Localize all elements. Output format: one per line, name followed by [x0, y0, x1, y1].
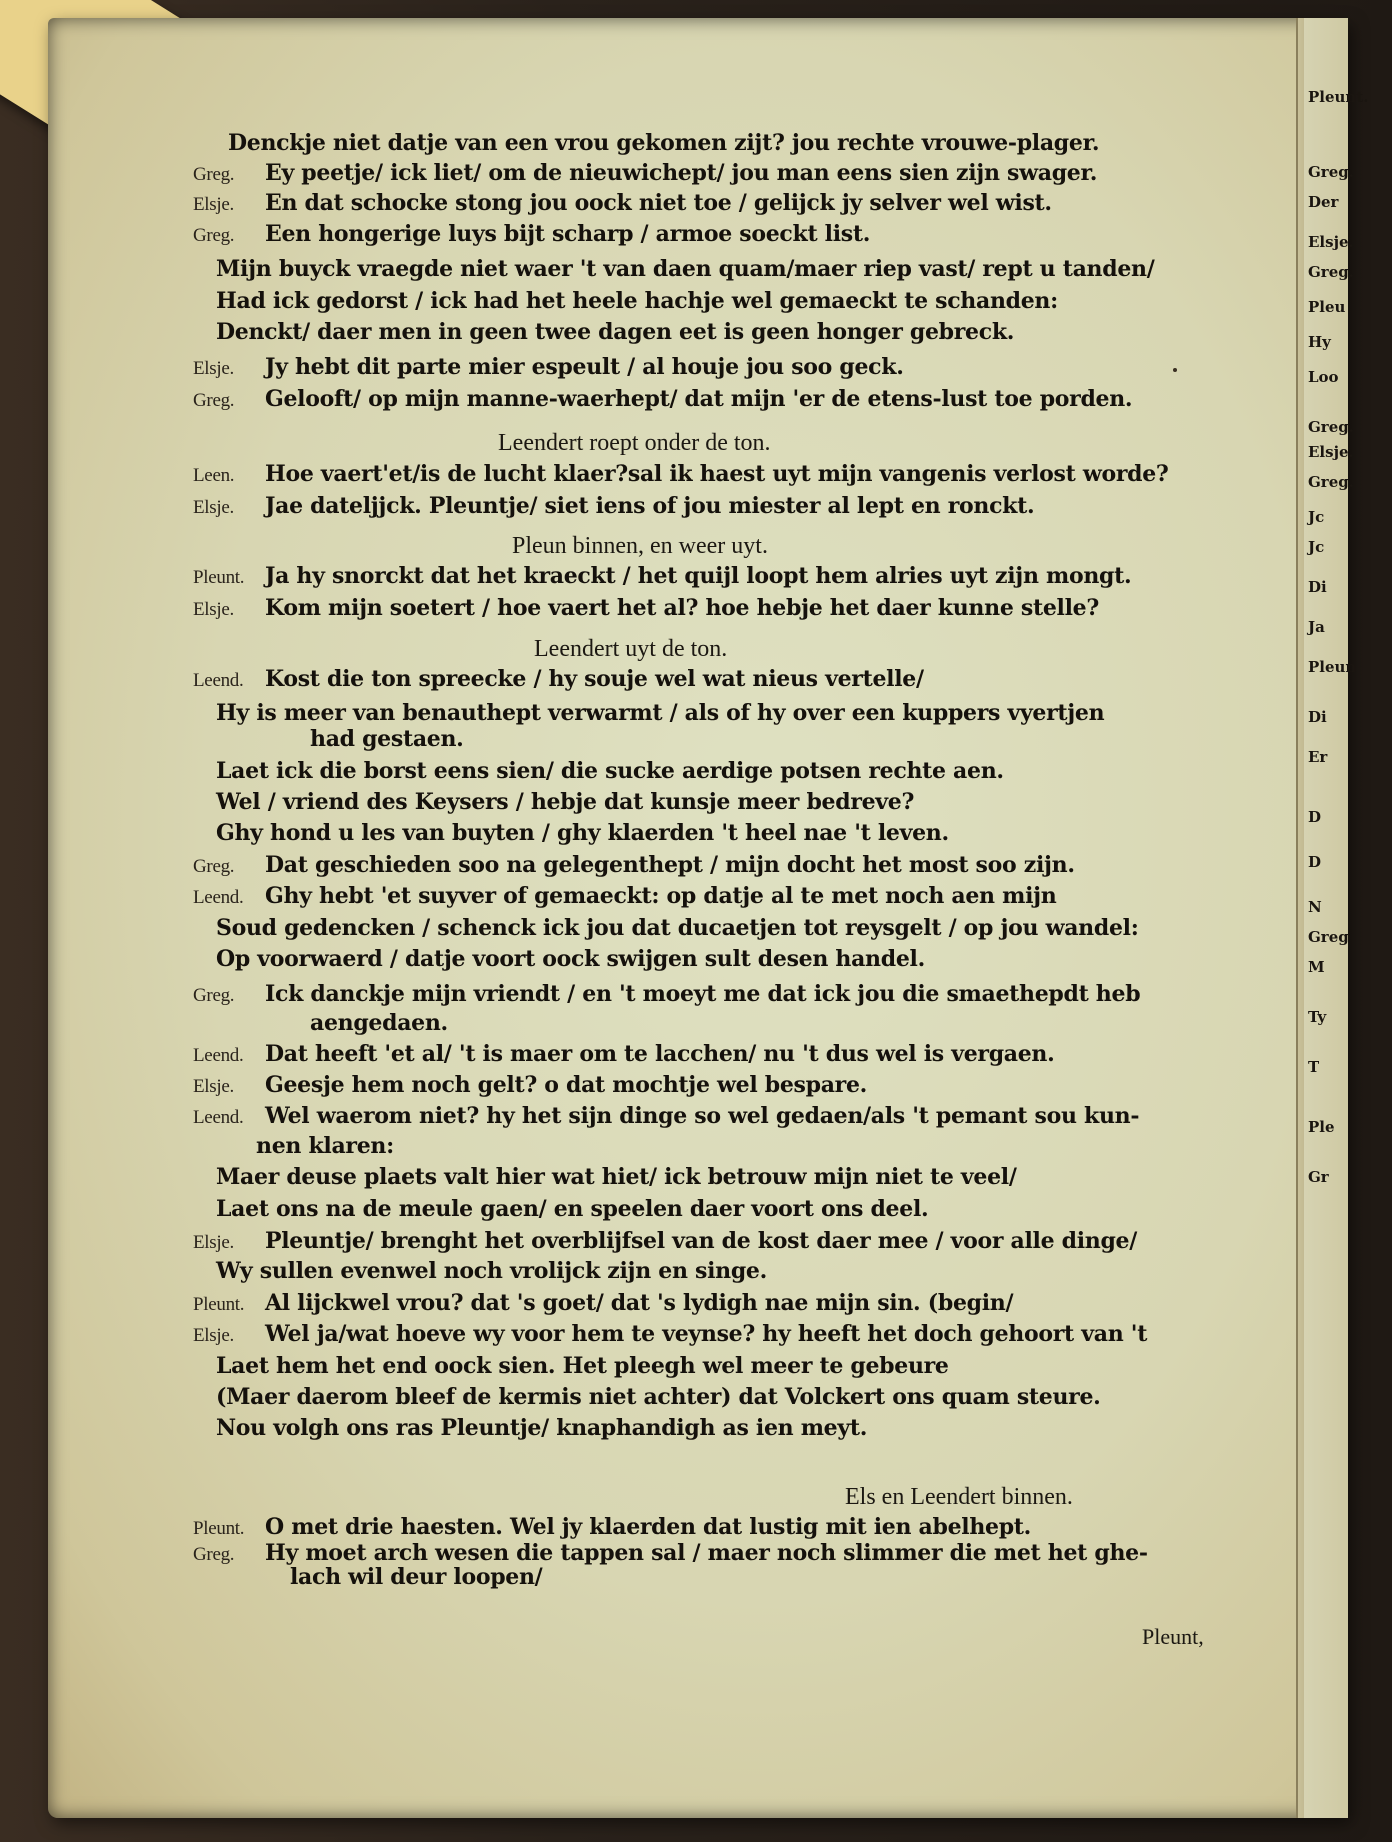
dialogue-line: [193, 1514, 1031, 1540]
dialogue-line: nen klaren:: [256, 1133, 394, 1159]
catchword: Pleunt,: [1142, 1624, 1204, 1649]
margin-fragment: Pleu: [1308, 298, 1346, 316]
speaker-label: Elsje.: [193, 1076, 234, 1097]
dialogue-text: Jy hebt dit parte mier espeult / al houje jou soo geck.: [265, 354, 904, 380]
speaker-label: Greg.: [193, 985, 235, 1006]
speaker-label: Elsje.: [193, 194, 234, 215]
dialogue-line: Nou volgh ons ras Pleuntje/ knaphandigh as ien meyt.: [216, 1415, 868, 1441]
speaker-label: Leend.: [193, 1107, 244, 1128]
margin-fragment: Greg.: [1308, 263, 1354, 281]
margin-fragment: Greg.: [1308, 418, 1354, 436]
dialogue-line: [193, 563, 1131, 589]
dialogue-line: [193, 595, 1099, 621]
margin-fragment: Der: [1308, 193, 1339, 211]
dialogue-text: Al lijckwel vrou? dat 's goet/ dat 's lydigh nae mijn sin. (begin/: [265, 1290, 1014, 1316]
ink-speck: [1173, 368, 1177, 372]
stage-direction: Pleun binnen, en weer uyt.: [512, 533, 768, 559]
margin-fragment: Jc: [1308, 538, 1325, 556]
margin-fragment: Greg.: [1308, 473, 1354, 491]
dialogue-line: [193, 1041, 1055, 1067]
dialogue-line: [193, 883, 1057, 909]
margin-fragment: Greg.: [1308, 163, 1354, 181]
dialogue-line: Maer deuse plaets valt hier wat hiet/ ick betrouw mijn niet te veel/: [216, 1164, 1017, 1190]
dialogue-line: [193, 1228, 1137, 1254]
dialogue-line: [193, 354, 904, 380]
dialogue-line: [193, 852, 1075, 878]
dialogue-line: [193, 386, 1132, 412]
margin-fragment: D: [1308, 808, 1322, 826]
dialogue-line: Op voorwaerd / datje voort oock swijgen sult desen handel.: [216, 946, 925, 972]
speaker-label: Greg.: [193, 1544, 235, 1565]
margin-fragment: Greg: [1308, 928, 1349, 946]
margin-fragment: Pleunt.: [1308, 88, 1369, 106]
margin-fragment: Di: [1308, 578, 1327, 596]
dialogue-line: [193, 666, 924, 692]
margin-fragment: Ty: [1308, 1008, 1327, 1026]
dialogue-text: Dat heeft 'et al/ 't is maer om te lacchen/ nu 't dus wel is vergaen.: [265, 1041, 1055, 1067]
book-page: [48, 18, 1369, 1818]
dialogue-text: Hoe vaert'et/is de lucht klaer?sal ik haest uyt mijn vangenis verlost worde?: [265, 461, 1169, 487]
dialogue-line: [193, 1321, 1147, 1347]
dialogue-text: Kom mijn soetert / hoe vaert het al? hoe hebje het daer kunne stelle?: [265, 595, 1099, 621]
dialogue-line: Denckje niet datje van een vrou gekomen zijt? jou rechte vrouwe-plager.: [228, 130, 1100, 156]
speaker-label: Elsje.: [193, 358, 234, 379]
dialogue-text: Geesje hem noch gelt? o dat mochtje wel bespare.: [265, 1072, 867, 1098]
speaker-label: Greg.: [193, 164, 235, 185]
dialogue-line: [193, 190, 1052, 216]
speaker-label: Greg.: [193, 856, 235, 877]
stage-direction: Els en Leendert binnen.: [845, 1484, 1073, 1510]
speaker-label: Elsje.: [193, 497, 234, 518]
margin-fragment: Ple: [1308, 1118, 1335, 1136]
dialogue-line: [193, 461, 1169, 487]
dialogue-line: [193, 1072, 867, 1098]
dialogue-text: Ghy hebt 'et suyver of gemaeckt: op datje al te met noch aen mijn: [265, 883, 1057, 909]
dialogue-line: Ghy hond u les van buyten / ghy klaerden 't heel nae 't leven.: [216, 820, 949, 846]
speaker-label: Pleunt.: [193, 1518, 245, 1539]
dialogue-line: [193, 160, 1097, 186]
margin-fragment: T: [1308, 1058, 1320, 1076]
dialogue-text: Ja hy snorckt dat het kraeckt / het quijl loopt hem alries uyt zijn mongt.: [265, 563, 1132, 589]
margin-fragment: Ja: [1308, 618, 1325, 636]
stage-direction: Leendert roept onder de ton.: [498, 430, 771, 456]
dialogue-text: Kost die ton spreecke / hy souje wel wat nieus vertelle/: [265, 666, 924, 692]
dialogue-line: [193, 221, 870, 247]
dialogue-line: Wel / vriend des Keysers / hebje dat kunsje meer bedreve?: [216, 789, 915, 815]
dialogue-text: Hy moet arch wesen die tappen sal / maer noch slimmer die met het ghe-: [265, 1540, 1148, 1566]
margin-fragment: D: [1308, 853, 1322, 871]
speaker-label: Leend.: [193, 1045, 244, 1066]
dialogue-line: [193, 493, 1034, 519]
dialogue-text: Dat geschieden soo na gelegenthept / mijn docht het most soo zijn.: [265, 852, 1075, 878]
dialogue-line: [193, 1540, 1148, 1566]
dialogue-line: Laet ick die borst eens sien/ die sucke aerdige potsen rechte aen.: [216, 758, 1004, 784]
dialogue-line: (Maer daerom bleef de kermis niet achter) dat Volckert ons quam steure.: [216, 1384, 1101, 1410]
dialogue-line: [193, 1103, 1139, 1129]
dialogue-text: Gelooft/ op mijn manne-waerhept/ dat mijn 'er de etens-lust toe porden.: [265, 386, 1133, 412]
speaker-label: Greg.: [193, 225, 235, 246]
speaker-label: Elsje.: [193, 1325, 234, 1346]
dialogue-line: Soud gedencken / schenck ick jou dat ducaetjen tot reysgelt / op jou wandel:: [216, 915, 1139, 941]
dialogue-line: [193, 1290, 1013, 1316]
dialogue-line: had gestaen.: [310, 726, 464, 752]
speaker-label: Pleunt.: [193, 567, 245, 588]
margin-fragment: Gr: [1308, 1168, 1329, 1186]
dialogue-line: lach wil deur loopen/: [290, 1564, 543, 1590]
margin-fragment: Di: [1308, 708, 1327, 726]
dialogue-line: Had ick gedorst / ick had het heele hachje wel gemaeckt te schanden:: [216, 288, 1058, 314]
dialogue-text: Ey peetje/ ick liet/ om de nieuwichept/ jou man eens sien zijn swager.: [265, 160, 1098, 186]
margin-fragment: M: [1308, 958, 1325, 976]
margin-fragment: Pleun: [1308, 658, 1357, 676]
margin-fragment: Jc: [1308, 508, 1325, 526]
speaker-label: Greg.: [193, 390, 235, 411]
dialogue-text: Een hongerige luys bijt scharp / armoe soeckt list.: [265, 221, 871, 247]
margin-fragment: Hy: [1308, 333, 1331, 351]
dialogue-text: Pleuntje/ brenght het overblijfsel van de kost daer mee / voor alle dinge/: [265, 1228, 1137, 1254]
margin-fragment: Er: [1308, 748, 1328, 766]
dialogue-line: aengedaen.: [310, 1010, 448, 1036]
dialogue-line: Wy sullen evenwel noch vrolijck zijn en singe.: [216, 1258, 767, 1284]
speaker-label: Leen.: [193, 465, 235, 486]
dialogue-line: Mijn buyck vraegde niet waer 't van daen quam/maer riep vast/ rept u tanden/: [216, 256, 1155, 282]
dialogue-text: Wel ja/wat hoeve wy voor hem te veynse? hy heeft het doch gehoort van 't: [265, 1321, 1148, 1347]
margin-fragment: Elsje.: [1308, 233, 1354, 251]
margin-fragment: N: [1308, 898, 1322, 916]
dialogue-text: O met drie haesten. Wel jy klaerden dat lustig mit ien abelhept.: [265, 1514, 1032, 1540]
page-text: [48, 18, 1348, 1818]
dialogue-text: En dat schocke stong jou oock niet toe / gelijck jy selver wel wist.: [265, 190, 1052, 216]
dialogue-line: [193, 981, 1140, 1007]
dialogue-text: Ick danckje mijn vriendt / en 't moeyt me dat ick jou die smaethepdt heb: [265, 981, 1141, 1007]
dialogue-text: Jae dateljjck. Pleuntje/ siet iens of jou miester al lept en ronckt.: [265, 493, 1035, 519]
speaker-label: Leend.: [193, 887, 244, 908]
dialogue-text: Wel waerom niet? hy het sijn dinge so wel gedaen/als 't pemant sou kun-: [265, 1103, 1140, 1129]
dialogue-line: Laet ons na de meule gaen/ en speelen daer voort ons deel.: [216, 1196, 929, 1222]
speaker-label: Elsje.: [193, 1232, 234, 1253]
speaker-label: Elsje.: [193, 599, 234, 620]
speaker-label: Leend.: [193, 670, 244, 691]
dialogue-line: Hy is meer van benauthept verwarmt / als of hy over een kuppers vyertjen: [216, 700, 1105, 726]
stage-direction: Leendert uyt de ton.: [534, 636, 728, 662]
dialogue-line: Laet hem het end oock sien. Het pleegh wel meer te gebeure: [216, 1353, 949, 1379]
speaker-label: Pleunt.: [193, 1294, 245, 1315]
margin-fragment: Loo: [1308, 368, 1339, 386]
dialogue-line: Denckt/ daer men in geen twee dagen eet is geen honger gebreck.: [216, 319, 1015, 345]
margin-fragment: Elsje.: [1308, 443, 1354, 461]
